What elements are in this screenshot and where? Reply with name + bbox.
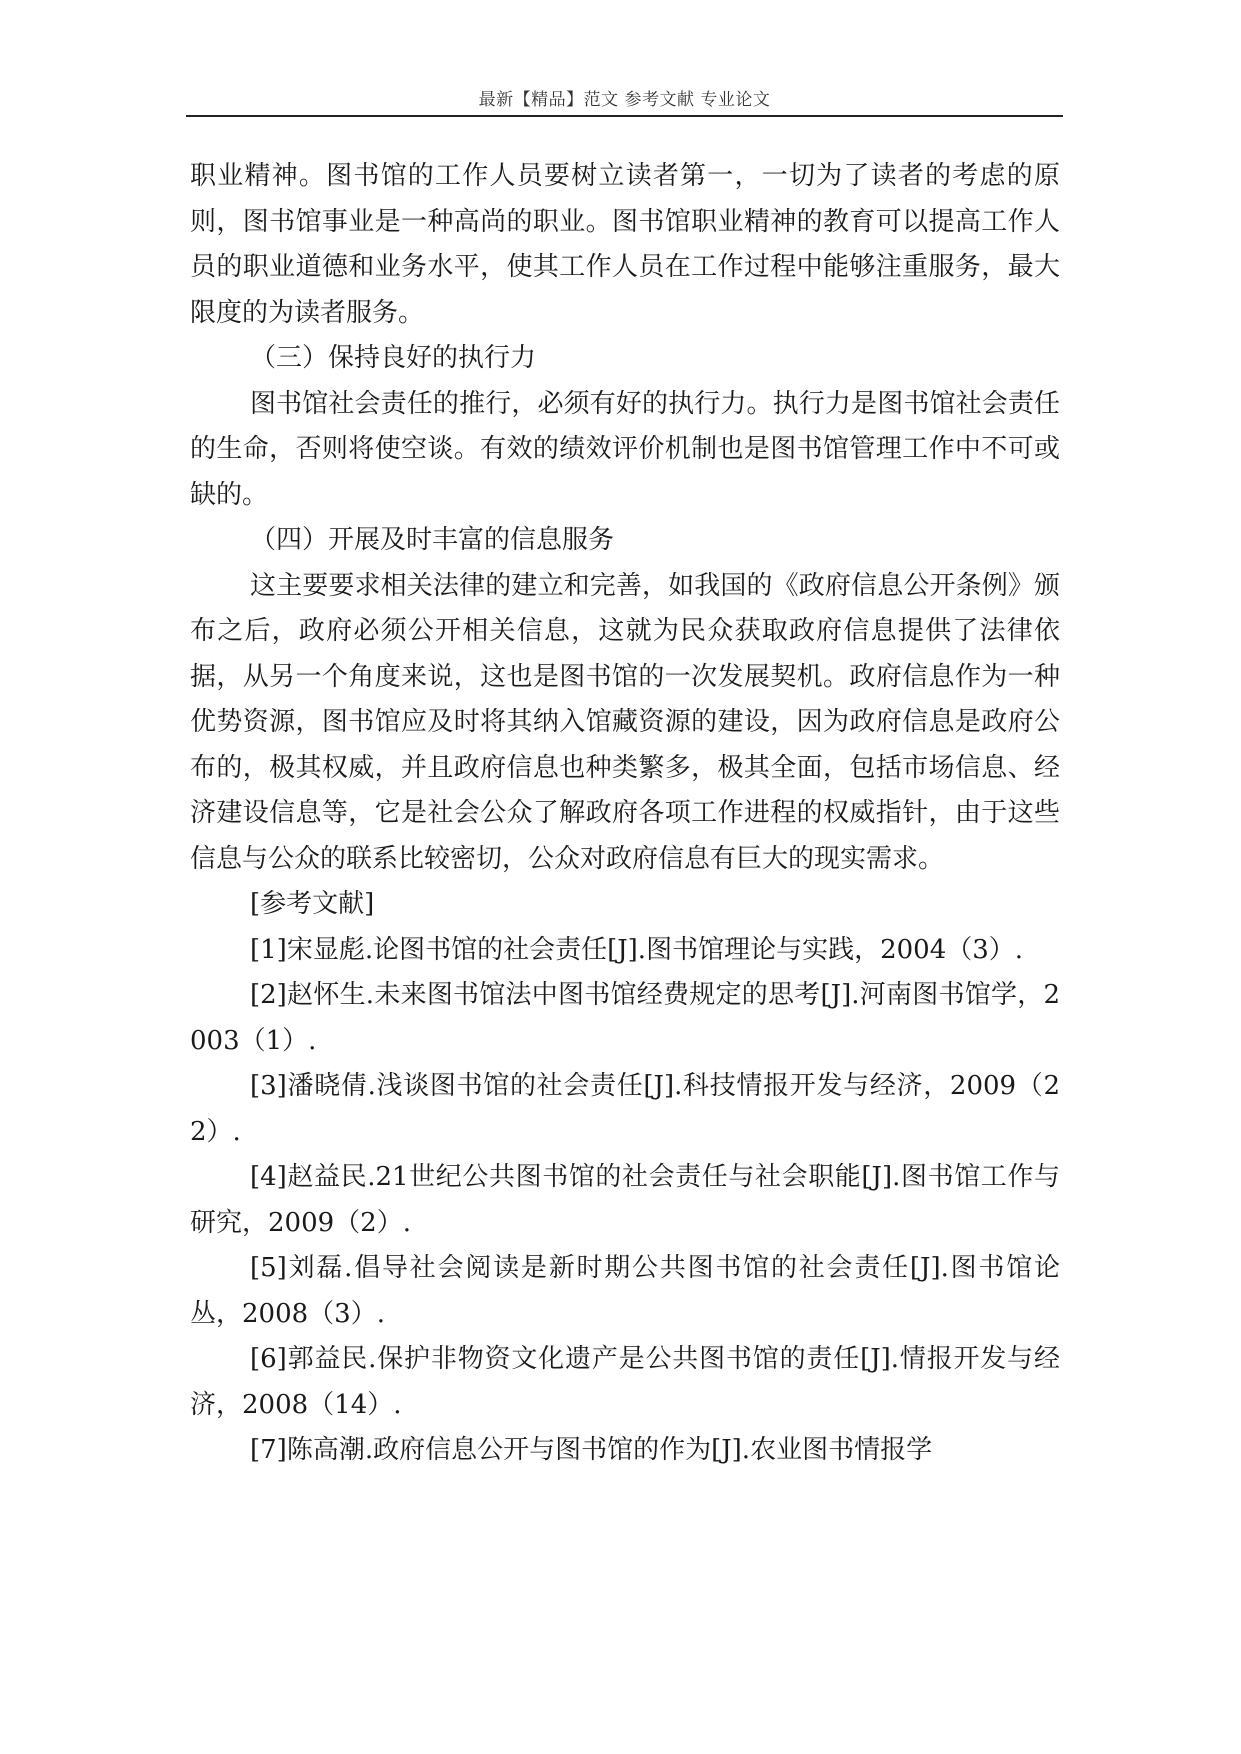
reference-item: [5]刘磊.倡导社会阅读是新时期公共图书馆的社会责任[J].图书馆论丛，2008（3）. xyxy=(190,1253,1060,1329)
reference-item: [7]陈高潮.政府信息公开与图书馆的作为[J].农业图书情报学 xyxy=(250,1435,933,1465)
reference-item: [6]郭益民.保护非物资文化遗产是公共图书馆的责任[J].情报开发与经济，2008（14）. xyxy=(190,1344,1060,1420)
reference-item: [1]宋显彪.论图书馆的社会责任[J].图书馆理论与实践，2004（3）. xyxy=(250,934,1024,965)
references-title: [参考文献] xyxy=(250,889,375,919)
section-heading-execution: （三）保持良好的执行力 xyxy=(250,343,537,373)
reference-item: [3]潘晓倩.浅谈图书馆的社会责任[J].科技情报开发与经济，2009（22）. xyxy=(190,1071,1060,1147)
paragraph-professional-spirit: 职业精神。图书馆的工作人员要树立读者第一，一切为了读者的考虑的原则，图书馆事业是一种高尚的职业。图书馆职业精神的教育可以提高工作人员的职业道德和业务水平，使其工作人员在工作过程中能够注重服务，最大限度的为读者服务。 xyxy=(190,161,1060,328)
reference-item: [4]赵益民.21世纪公共图书馆的社会责任与社会职能[J].图书馆工作与研究，2009（2）. xyxy=(190,1162,1060,1238)
paragraph-information-service: 这主要要求相关法律的建立和完善，如我国的《政府信息公开条例》颁布之后，政府必须公开相关信息，这就为民众获取政府信息提供了法律依据，从另一个角度来说，这也是图书馆的一次发展契机。政府信息作为一种优势资源，图书馆应及时将其纳入馆藏资源的建设，因为政府信息是政府公布的，极其权威，并且政府信息也种类繁多，极其全面，包括市场信息、经济建设信息等，它是社会公众了解政府各项工作进程的权威指针，由于这些信息与公众的联系比较密切，公众对政府信息有巨大的现实需求。 xyxy=(190,570,1060,874)
paragraph-execution: 图书馆社会责任的推行，必须有好的执行力。执行力是图书馆社会责任的生命，否则将使空谈。有效的绩效评价机制也是图书馆管理工作中不可或缺的。 xyxy=(190,388,1060,510)
header-rule xyxy=(186,115,1063,117)
page-header: 最新【精品】范文 参考文献 专业论文 xyxy=(478,90,771,110)
section-heading-information-service: （四）开展及时丰富的信息服务 xyxy=(250,525,615,555)
reference-item: [2]赵怀生.未来图书馆法中图书馆经费规定的思考[J].河南图书馆学，2003（1）. xyxy=(190,980,1060,1056)
document-body xyxy=(190,154,1060,1474)
